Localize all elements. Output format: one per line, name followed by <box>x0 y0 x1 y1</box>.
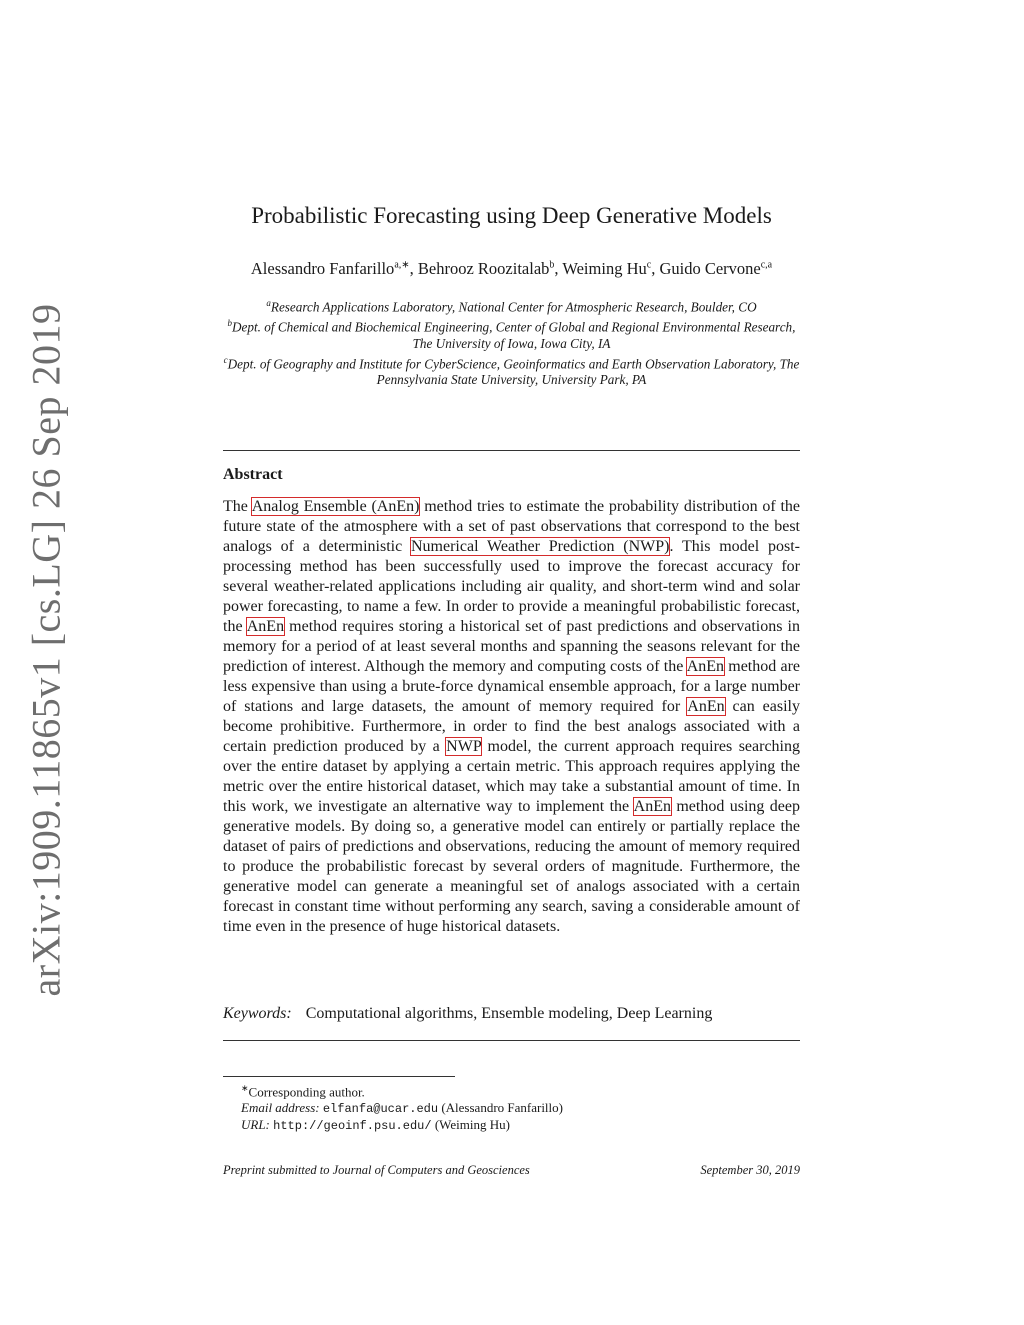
keywords-line <box>223 1005 800 1023</box>
keywords-text: Computational algorithms, Ensemble modeling, Deep Learning <box>305 1005 713 1022</box>
keywords-label: Keywords: <box>223 1005 292 1022</box>
url-link[interactable]: http://geoinf.psu.edu/ <box>273 1119 432 1134</box>
author-list: Alessandro Fanfarillo$^{a,∗}$, Behrooz Roozitalab$^b$, Weiming Hu$^c$, Guido Cervone$^{c,a}$ <box>250 259 773 278</box>
acronym-link[interactable]: Numerical Weather Prediction (NWP) <box>411 538 670 555</box>
author-name: Alessandro Fanfarillo <box>250 259 395 278</box>
footnote-url: URL: http://geoinf.psu.edu/ (Weiming Hu) <box>241 1117 510 1134</box>
affiliation: $^c$Dept. of Geography and Institute for CyberScience, Geoinformatics and Earth Observation Laboratory, The Pennsylvania State University, University Park, PA <box>223 354 800 388</box>
acronym-link[interactable]: AnEn <box>686 658 725 675</box>
preprint-date: September 30, 2019 <box>700 1163 800 1177</box>
abstract-body: The Analog Ensemble (AnEn) method tries to estimate the probability distribution of the future state of the atmosphere with a set of past observations that correspond to the best analogs of a deterministic Numerical Weather Prediction (NWP). This model post-processing method has been successfully used to improve the forecast accuracy for several weather-related applications including air quality, and short-term wind and solar power forecasting, to name a few. In order to provide a meaningful probabilistic forecast, the AnEn method requires storing a historical set of past predictions and observations in memory for a period of at least several months and spanning the seasons relevant for the prediction of interest. Although the memory and computing costs of the AnEn method are less expensive than using a brute-force dynamical ensemble approach, for a large number of stations and large datasets, the amount of memory required for AnEn can easily become prohibitive. Furthermore, in order to find the best analogs associated with a certain prediction produced by a NWP model, the current approach requires searching over the entire dataset by applying a certain metric. This approach requires applying the metric over the entire historical dataset, which may take a substantial amount of time. In this work, we investigate an alternative way to implement the AnEn method using deep generative models. By doing so, a generative model can entirely or partially replace the dataset of pairs of predictions and observations, reducing the amount of memory required to produce the probabilistic forecast by several orders of magnitude. Furthermore, the generative model can generate a meaningful set of analogs associated with a certain forecast in constant time without performing any search, saving a considerable amount of time even in the presence of huge historical datasets. <box>223 498 801 935</box>
bottom-rule <box>223 1040 800 1041</box>
footnote-rule <box>223 1076 455 1077</box>
affiliation: $^b$Dept. of Chemical and Biochemical Engineering, Center of Global and Regional Environmental Research, The University of Iowa, Iowa City, IA <box>227 318 796 351</box>
author-affiliation-mark: c,a <box>760 259 773 271</box>
abstract-heading: Abstract <box>223 466 283 483</box>
paper-title: Probabilistic Forecasting using Deep Generative Models <box>251 203 772 228</box>
footnote-email: Email address: elfanfa@ucar.edu (Alessandro Fanfarillo) <box>241 1100 563 1117</box>
acronym-link[interactable]: AnEn <box>246 618 285 635</box>
acronym-link[interactable]: AnEn <box>687 698 725 715</box>
author-affiliation-mark: b <box>549 259 555 271</box>
author-affiliation-mark: c <box>646 259 652 271</box>
arxiv-identifier-stamp: arXiv:1909.11865v1 [cs.LG] 26 Sep 2019 <box>23 303 69 997</box>
author-affiliation-mark: a,∗ <box>394 259 410 271</box>
top-rule <box>223 450 800 451</box>
author-name: Weiming Hu <box>562 259 647 278</box>
affiliation: $^a$Research Applications Laboratory, National Center for Atmospheric Research, Boulder, CO <box>266 298 757 315</box>
preprint-footer <box>223 1163 800 1178</box>
affiliation-list <box>223 295 800 388</box>
footnote-corresponding: ∗Corresponding author. <box>241 1083 365 1100</box>
acronym-link[interactable]: AnEn <box>633 798 671 815</box>
preprint-note: Preprint submitted to Journal of Computers and Geosciences <box>223 1163 530 1177</box>
author-name: Behrooz Roozitalab <box>417 259 550 278</box>
acronym-link[interactable]: Analog Ensemble (AnEn) <box>251 498 420 515</box>
email-link[interactable]: elfanfa@ucar.edu <box>322 1102 439 1117</box>
footnotes <box>241 1080 801 1134</box>
author-name: Guido Cervone <box>659 259 761 278</box>
acronym-link[interactable]: NWP <box>446 738 482 755</box>
